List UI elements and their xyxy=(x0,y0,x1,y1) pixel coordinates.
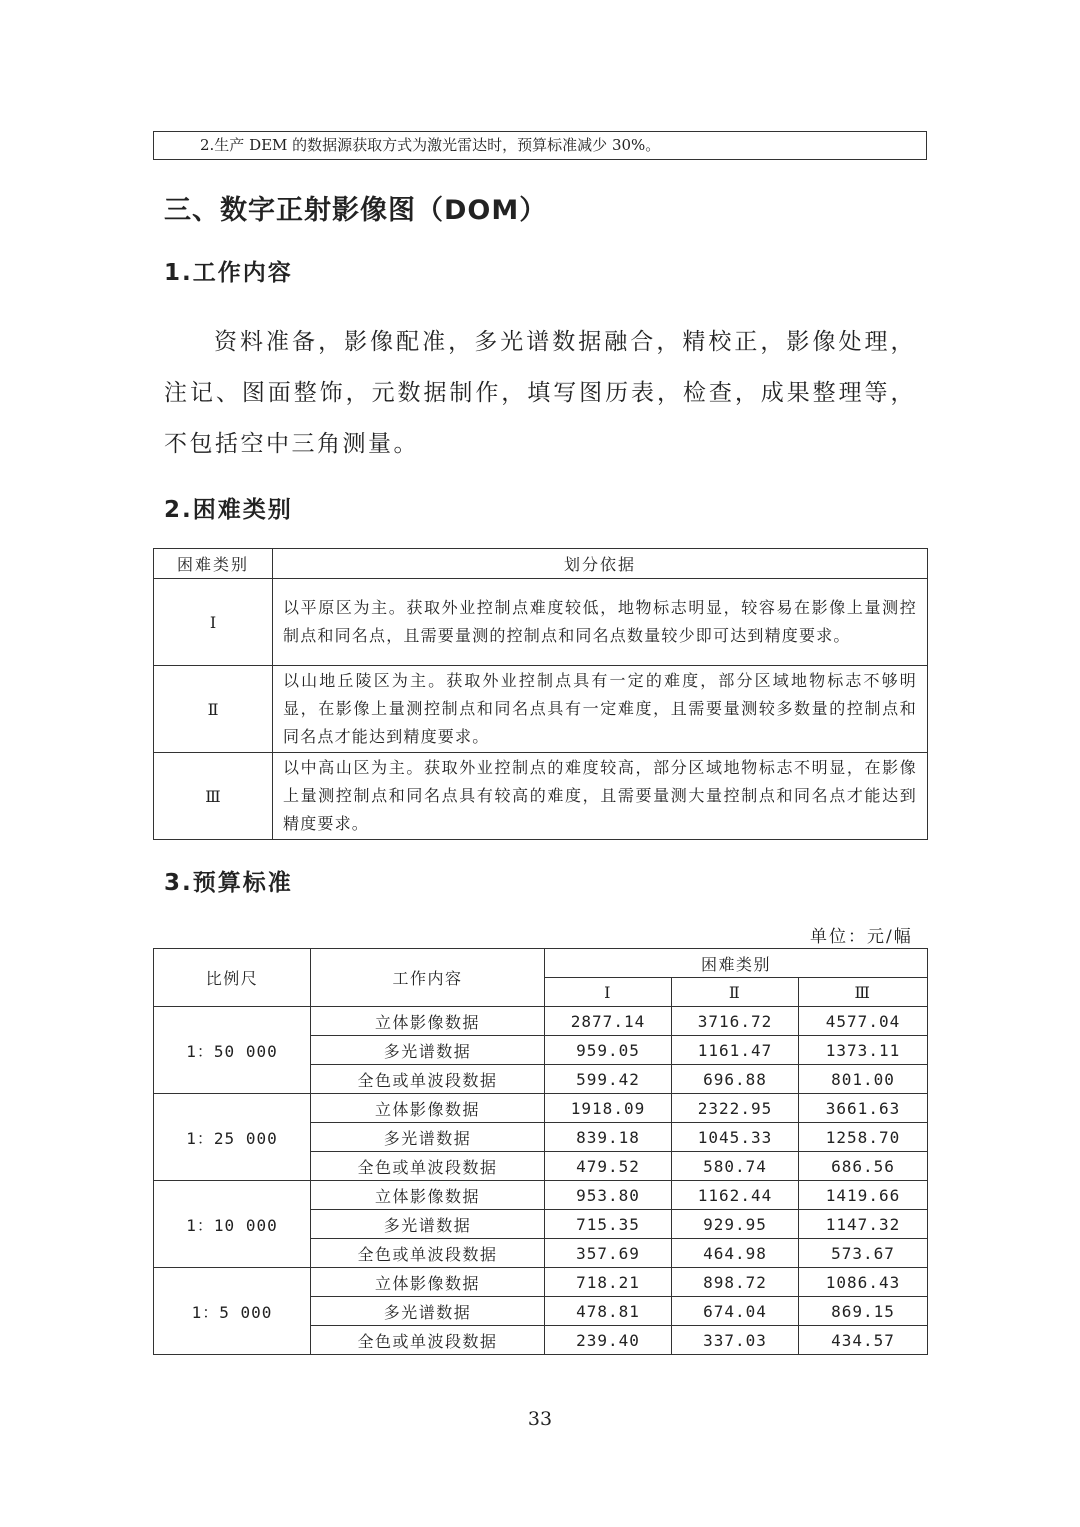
value-cell: 715.35 xyxy=(545,1210,672,1239)
table-row xyxy=(154,666,928,753)
value-cell: 3716.72 xyxy=(672,1007,799,1036)
difficulty-basis: 以平原区为主。获取外业控制点难度较低，地物标志明显，较容易在影像上量测控制点和同名点，且需要量测的控制点和同名点数量较少即可达到精度要求。 xyxy=(273,579,928,666)
value-cell: 239.40 xyxy=(545,1326,672,1355)
unit-label: 单位：元/幅 xyxy=(810,927,913,947)
value-cell: 1373.11 xyxy=(799,1036,928,1065)
value-cell: 898.72 xyxy=(672,1268,799,1297)
value-cell: 2877.14 xyxy=(545,1007,672,1036)
content-cell: 立体影像数据 xyxy=(311,1268,545,1297)
value-cell: 959.05 xyxy=(545,1036,672,1065)
value-cell: 357.69 xyxy=(545,1239,672,1268)
content-cell: 多光谱数据 xyxy=(311,1297,545,1326)
value-cell: 3661.63 xyxy=(799,1094,928,1123)
level-header: Ⅲ xyxy=(799,978,928,1007)
value-cell: 337.03 xyxy=(672,1326,799,1355)
content-cell: 全色或单波段数据 xyxy=(311,1065,545,1094)
table-row xyxy=(154,1007,928,1036)
difficulty-basis: 以山地丘陵区为主。获取外业控制点具有一定的难度，部分区域地物标志不够明显，在影像上量测控制点和同名点具有一定难度，且需要量测较多数量的控制点和同名点才能达到精度要求。 xyxy=(273,666,928,753)
basis-col-header: 划分依据 xyxy=(273,549,928,579)
value-cell: 1161.47 xyxy=(672,1036,799,1065)
value-cell: 1258.70 xyxy=(799,1123,928,1152)
value-cell: 2322.95 xyxy=(672,1094,799,1123)
value-cell: 479.52 xyxy=(545,1152,672,1181)
value-cell: 1419.66 xyxy=(799,1181,928,1210)
table-row xyxy=(154,579,928,666)
level-header: Ⅱ xyxy=(672,978,799,1007)
page-number: 33 xyxy=(527,1408,553,1430)
value-cell: 434.57 xyxy=(799,1326,928,1355)
difficulty-group-header: 困难类别 xyxy=(545,949,928,978)
budget-table xyxy=(153,948,928,1355)
value-cell: 599.42 xyxy=(545,1065,672,1094)
value-cell: 1162.44 xyxy=(672,1181,799,1210)
value-cell: 929.95 xyxy=(672,1210,799,1239)
difficulty-col-header: 困难类别 xyxy=(154,549,273,579)
difficulty-header-row xyxy=(154,549,928,579)
content-cell: 立体影像数据 xyxy=(311,1007,545,1036)
content-col-header: 工作内容 xyxy=(311,949,545,1007)
value-cell: 580.74 xyxy=(672,1152,799,1181)
level-header: Ⅰ xyxy=(545,978,672,1007)
scale-col-header: 比例尺 xyxy=(154,949,311,1007)
value-cell: 839.18 xyxy=(545,1123,672,1152)
content-cell: 全色或单波段数据 xyxy=(311,1326,545,1355)
value-cell: 573.67 xyxy=(799,1239,928,1268)
value-cell: 464.98 xyxy=(672,1239,799,1268)
scale-cell: 1：50 000 xyxy=(154,1007,311,1094)
value-cell: 1045.33 xyxy=(672,1123,799,1152)
value-cell: 1086.43 xyxy=(799,1268,928,1297)
value-cell: 1147.32 xyxy=(799,1210,928,1239)
work-content-paragraph: 资料准备，影像配准，多光谱数据融合，精校正，影像处理，注记、图面整饰，元数据制作，填写图历表，检查，成果整理等，不包括空中三角测量。 xyxy=(164,329,916,457)
content-cell: 立体影像数据 xyxy=(311,1094,545,1123)
value-cell: 869.15 xyxy=(799,1297,928,1326)
table-row xyxy=(154,753,928,840)
difficulty-basis: 以中高山区为主。获取外业控制点的难度较高，部分区域地物标志不明显，在影像上量测控制点和同名点具有较高的难度，且需要量测大量控制点和同名点才能达到精度要求。 xyxy=(273,753,928,840)
content-cell: 多光谱数据 xyxy=(311,1123,545,1152)
difficulty-category: Ⅱ xyxy=(154,666,273,753)
value-cell: 674.04 xyxy=(672,1297,799,1326)
scale-cell: 1：10 000 xyxy=(154,1181,311,1268)
difficulty-category: Ⅲ xyxy=(154,753,273,840)
budget-heading: 3.预算标准 xyxy=(164,870,293,896)
difficulty-category: Ⅰ xyxy=(154,579,273,666)
value-cell: 686.56 xyxy=(799,1152,928,1181)
budget-header-row xyxy=(154,949,928,978)
table-row xyxy=(154,1268,928,1297)
work-content-heading: 1.工作内容 xyxy=(164,260,293,286)
content-cell: 全色或单波段数据 xyxy=(311,1152,545,1181)
value-cell: 696.88 xyxy=(672,1065,799,1094)
table-row xyxy=(154,1094,928,1123)
table-row xyxy=(154,1181,928,1210)
difficulty-table xyxy=(153,548,928,840)
content-cell: 立体影像数据 xyxy=(311,1181,545,1210)
content-cell: 多光谱数据 xyxy=(311,1036,545,1065)
difficulty-heading: 2.困难类别 xyxy=(164,497,293,523)
note-box: 2.生产 DEM 的数据源获取方式为激光雷达时，预算标准减少 30%。 xyxy=(153,131,927,160)
scale-cell: 1：25 000 xyxy=(154,1094,311,1181)
scale-cell: 1：5 000 xyxy=(154,1268,311,1355)
content-cell: 全色或单波段数据 xyxy=(311,1239,545,1268)
value-cell: 801.00 xyxy=(799,1065,928,1094)
section-title: 三、数字正射影像图（DOM） xyxy=(164,195,548,226)
content-cell: 多光谱数据 xyxy=(311,1210,545,1239)
value-cell: 953.80 xyxy=(545,1181,672,1210)
value-cell: 1918.09 xyxy=(545,1094,672,1123)
value-cell: 478.81 xyxy=(545,1297,672,1326)
value-cell: 718.21 xyxy=(545,1268,672,1297)
value-cell: 4577.04 xyxy=(799,1007,928,1036)
